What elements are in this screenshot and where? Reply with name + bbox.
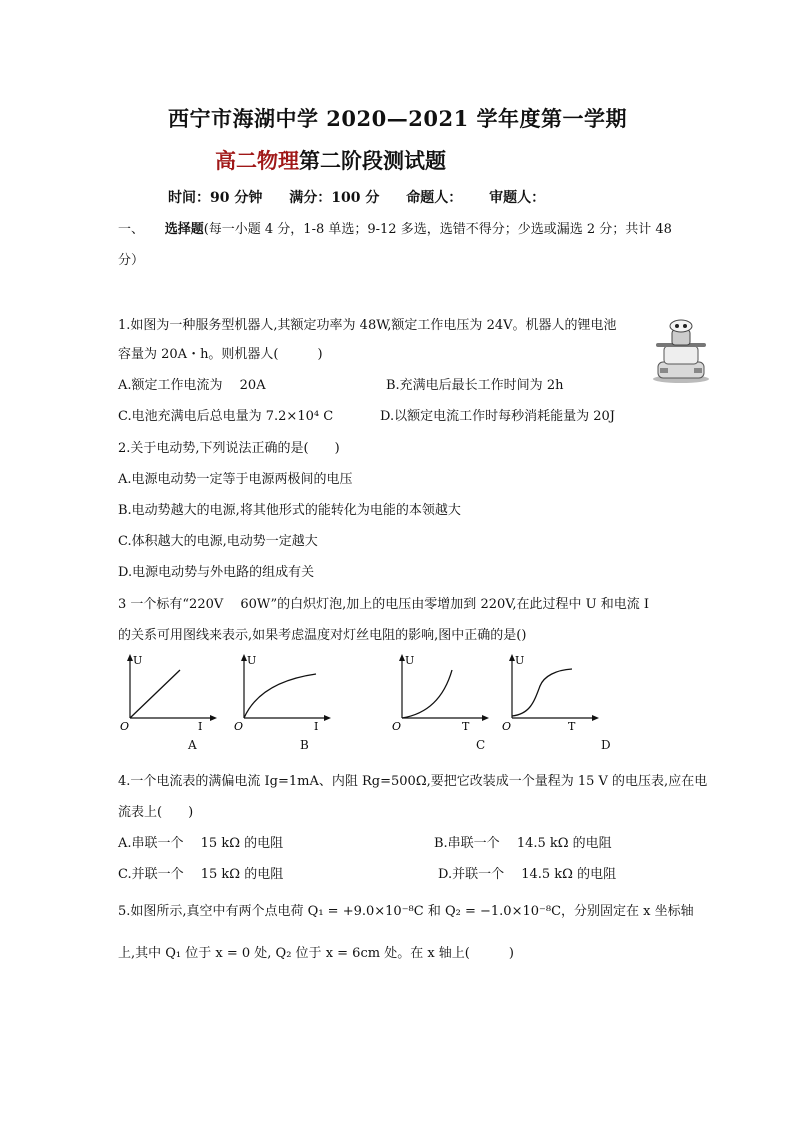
graph-a-label: A	[188, 738, 197, 752]
graph-d-y-label: U	[515, 654, 525, 667]
exam-time: 时间：90 分钟	[168, 190, 263, 206]
q3-stem: 3 一个标有“220V 60W”的白炽灯泡,加上的电压由零增加到 220V,在此过程中 U 和电流 I	[118, 597, 649, 612]
paper-title: 西宁市海湖中学 2020—2021 学年度第一学期	[168, 106, 628, 131]
graph-d-origin: O	[502, 720, 512, 732]
q2-option-d: D.电源电动势与外电路的组成有关	[118, 565, 315, 580]
graph-d-x-label: T	[568, 720, 576, 732]
section-heading	[118, 218, 672, 237]
q4-stem: 4.一个电流表的满偏电流 Ig=1mA、内阻 Rg=500Ω,要把它改装成一个量程为 15 V 的电压表,应在电	[118, 774, 708, 789]
graph-d	[500, 652, 600, 732]
graph-b-y-label: U	[247, 654, 257, 667]
graph-b-label: B	[300, 738, 309, 752]
graph-b-x-label: I	[314, 720, 319, 732]
q1-option-d: D.以额定电流工作时每秒消耗能量为 20J	[380, 409, 615, 424]
robot-image	[650, 318, 712, 384]
q1-stem-cont: 容量为 20A・h。则机器人( )	[118, 347, 323, 362]
q5-stem-cont: 上,其中 Q₁ 位于 x = 0 处, Q₂ 位于 x = 6cm 处。在 x 轴上( )	[118, 946, 514, 961]
q4-option-c: C.并联一个 15 kΩ 的电阻	[118, 867, 284, 882]
q2-option-a: A.电源电动势一定等于电源两极间的电压	[118, 472, 353, 487]
graph-a-y-label: U	[133, 654, 143, 667]
q2-stem: 2.关于电动势,下列说法正确的是( )	[118, 441, 340, 456]
graph-c-origin: O	[392, 720, 402, 732]
section-desc-cont: 分）	[118, 253, 145, 268]
q1-option-c: C.电池充满电后总电量为 7.2×10⁴ C	[118, 409, 334, 424]
section-desc: (每一小题 4 分，1-8 单选；9-12 多选，选错不得分；少选或漏选 2 分；共计 48	[203, 222, 672, 237]
q4-option-d: D.并联一个 14.5 kΩ 的电阻	[438, 867, 617, 882]
graph-c-x-label: T	[462, 720, 470, 732]
q1-stem: 1.如图为一种服务型机器人,其额定功率为 48W,额定工作电压为 24V。机器人的锂电池	[118, 318, 617, 333]
exam-author: 命题人：	[406, 190, 463, 206]
q4-option-b: B.串联一个 14.5 kΩ 的电阻	[434, 836, 612, 851]
section-name: 选择题	[164, 222, 204, 237]
graph-a	[118, 652, 218, 732]
section-number: 一、	[118, 222, 145, 237]
q2-option-c: C.体积越大的电源,电动势一定越大	[118, 534, 318, 549]
graph-b-origin: O	[234, 720, 244, 732]
subtitle-subject: 高二物理	[215, 148, 299, 173]
subtitle-rest: 第二阶段测试题	[299, 148, 446, 173]
q4-stem-cont: 流表上( )	[118, 805, 194, 820]
q3-stem-cont: 的关系可用图线来表示,如果考虑温度对灯丝电阻的影响,图中正确的是()	[118, 628, 527, 643]
graph-c-y-label: U	[405, 654, 415, 667]
q2-option-b: B.电动势越大的电源,将其他形式的能转化为电能的本领越大	[118, 503, 461, 518]
graph-c	[390, 652, 490, 732]
exam-score: 满分：100 分	[289, 190, 380, 206]
graph-a-x-label: I	[198, 720, 203, 732]
exam-meta	[168, 187, 567, 207]
paper-subtitle	[215, 145, 446, 175]
q1-option-b: B.充满电后最长工作时间为 2h	[386, 378, 564, 393]
exam-reviewer: 审题人：	[489, 190, 546, 206]
q4-option-a: A.串联一个 15 kΩ 的电阻	[118, 836, 284, 851]
graph-b	[232, 652, 332, 732]
q5-stem: 5.如图所示,真空中有两个点电荷 Q₁ = +9.0×10⁻⁸C 和 Q₂ = −1.0×10⁻⁸C，分别固定在 x 坐标轴	[118, 904, 694, 919]
graph-d-label: D	[601, 738, 611, 752]
q1-option-a: A.额定工作电流为 20A	[118, 378, 266, 393]
graph-c-label: C	[476, 738, 486, 752]
graph-a-origin: O	[120, 720, 130, 732]
